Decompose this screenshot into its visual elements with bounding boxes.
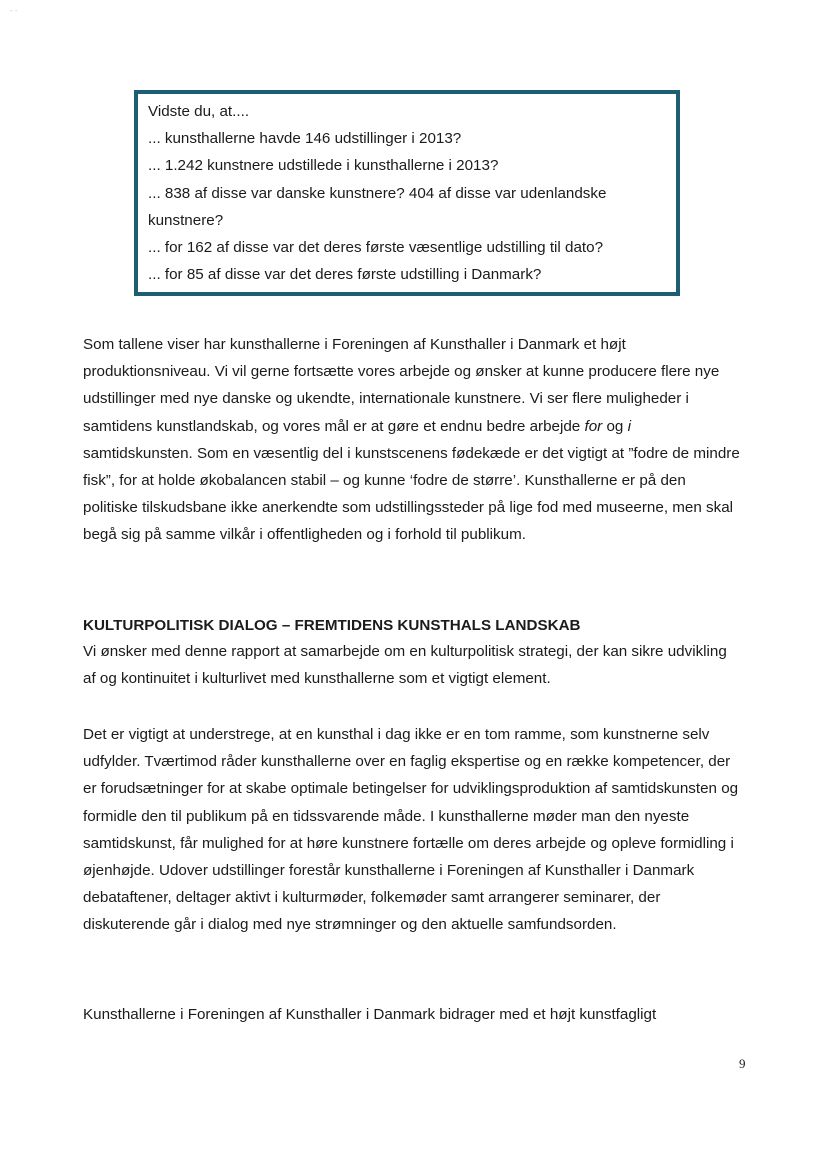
paragraph-text: Vi ønsker med denne rapport at samarbejde om en kulturpolitisk strategi, der kan sikre udvikling af og kontinuitet i kulturlivet med kunsthallerne som et vigtigt element. [83, 643, 727, 688]
section-heading: KULTURPOLITISK DIALOG – FREMTIDENS KUNSTHALS LANDSKAB [83, 617, 581, 634]
paragraph-text: samtidskunsten. Som en væsentlig del i kunstscenens fødekæde er det vigtigt at ”fodre de mindre fisk”, for at holde økobalancen stabil – og kunne ‘fodre de større’. Kunsthallerne er på den politiske tilskudsbane ikke anerkendte som udstillingssteder på lige fod med museerne, men skal begå sig på samme vilkår i offentligheden og i forhold til publikum. [83, 444, 740, 544]
fact-box-heading: Vidste du, at.... [148, 103, 250, 120]
italic-text: for [584, 417, 603, 435]
paragraph-text: og [602, 417, 628, 435]
paragraph-text: Som tallene viser har kunsthallerne i Foreningen af Kunsthaller i Danmark et højt produktionsniveau. Vi vil gerne fortsætte vores arbejde og ønsker at kunne producere flere nye udstillinger med nye danske og ukendte, internationale kunstnere. Vi ser flere muligheder i samtidens kunstlandskab, og vores mål er at gøre et endnu bedre arbejde [83, 336, 720, 435]
italic-text: i [627, 417, 631, 435]
fact-box [134, 90, 680, 296]
body-paragraph [83, 721, 743, 939]
fact-box-item: ... for 162 af disse var det deres første væsentlige udstilling til dato? [148, 239, 604, 257]
body-paragraph [83, 1001, 743, 1028]
page-number: 9 [739, 1056, 746, 1071]
fact-box-item: ... 1.242 kunstnere udstillede i kunsthallerne i 2013? [148, 157, 499, 175]
paragraph-text: Det er vigtigt at understrege, at en kunsthal i dag ikke er en tom ramme, som kunstnerne selv udfylder. Tværtimod råder kunsthallerne over en faglig ekspertise og en række kompetencer, der er forudsætninger for at skabe optimale betingelser for udviklingsproduktion af samtidskunsten og formidle den til publikum på en tidssvarende måde. I kunsthallerne møder man den nyeste samtidskunst, får mulighed for at høre kunstnere fortælle om deres arbejde og opleve formidling i øjenhøjde. Udover udstillinger forestår kunsthallerne i Foreningen af Kunsthaller i Danmark debataftener, deltager aktivt i kulturmøder, folkemøder samt arrangerer seminarer, der diskuterende går i dialog med nye strømninger og den aktuelle samfundsorden. [83, 726, 739, 934]
fact-box-item: ... for 85 af disse var det deres første udstilling i Danmark? [148, 266, 542, 284]
scan-corner-mark: - - [10, 6, 18, 15]
fact-box-item: ... 838 af disse var danske kunstnere? 404 af disse var udenlandske kunstnere? [148, 184, 607, 229]
fact-box-item: ... kunsthallerne havde 146 udstillinger i 2013? [148, 130, 462, 148]
body-paragraph [83, 638, 743, 692]
body-paragraph [83, 331, 743, 549]
paragraph-text: Kunsthallerne i Foreningen af Kunsthaller i Danmark bidrager med et højt kunstfagligt [83, 1006, 657, 1023]
